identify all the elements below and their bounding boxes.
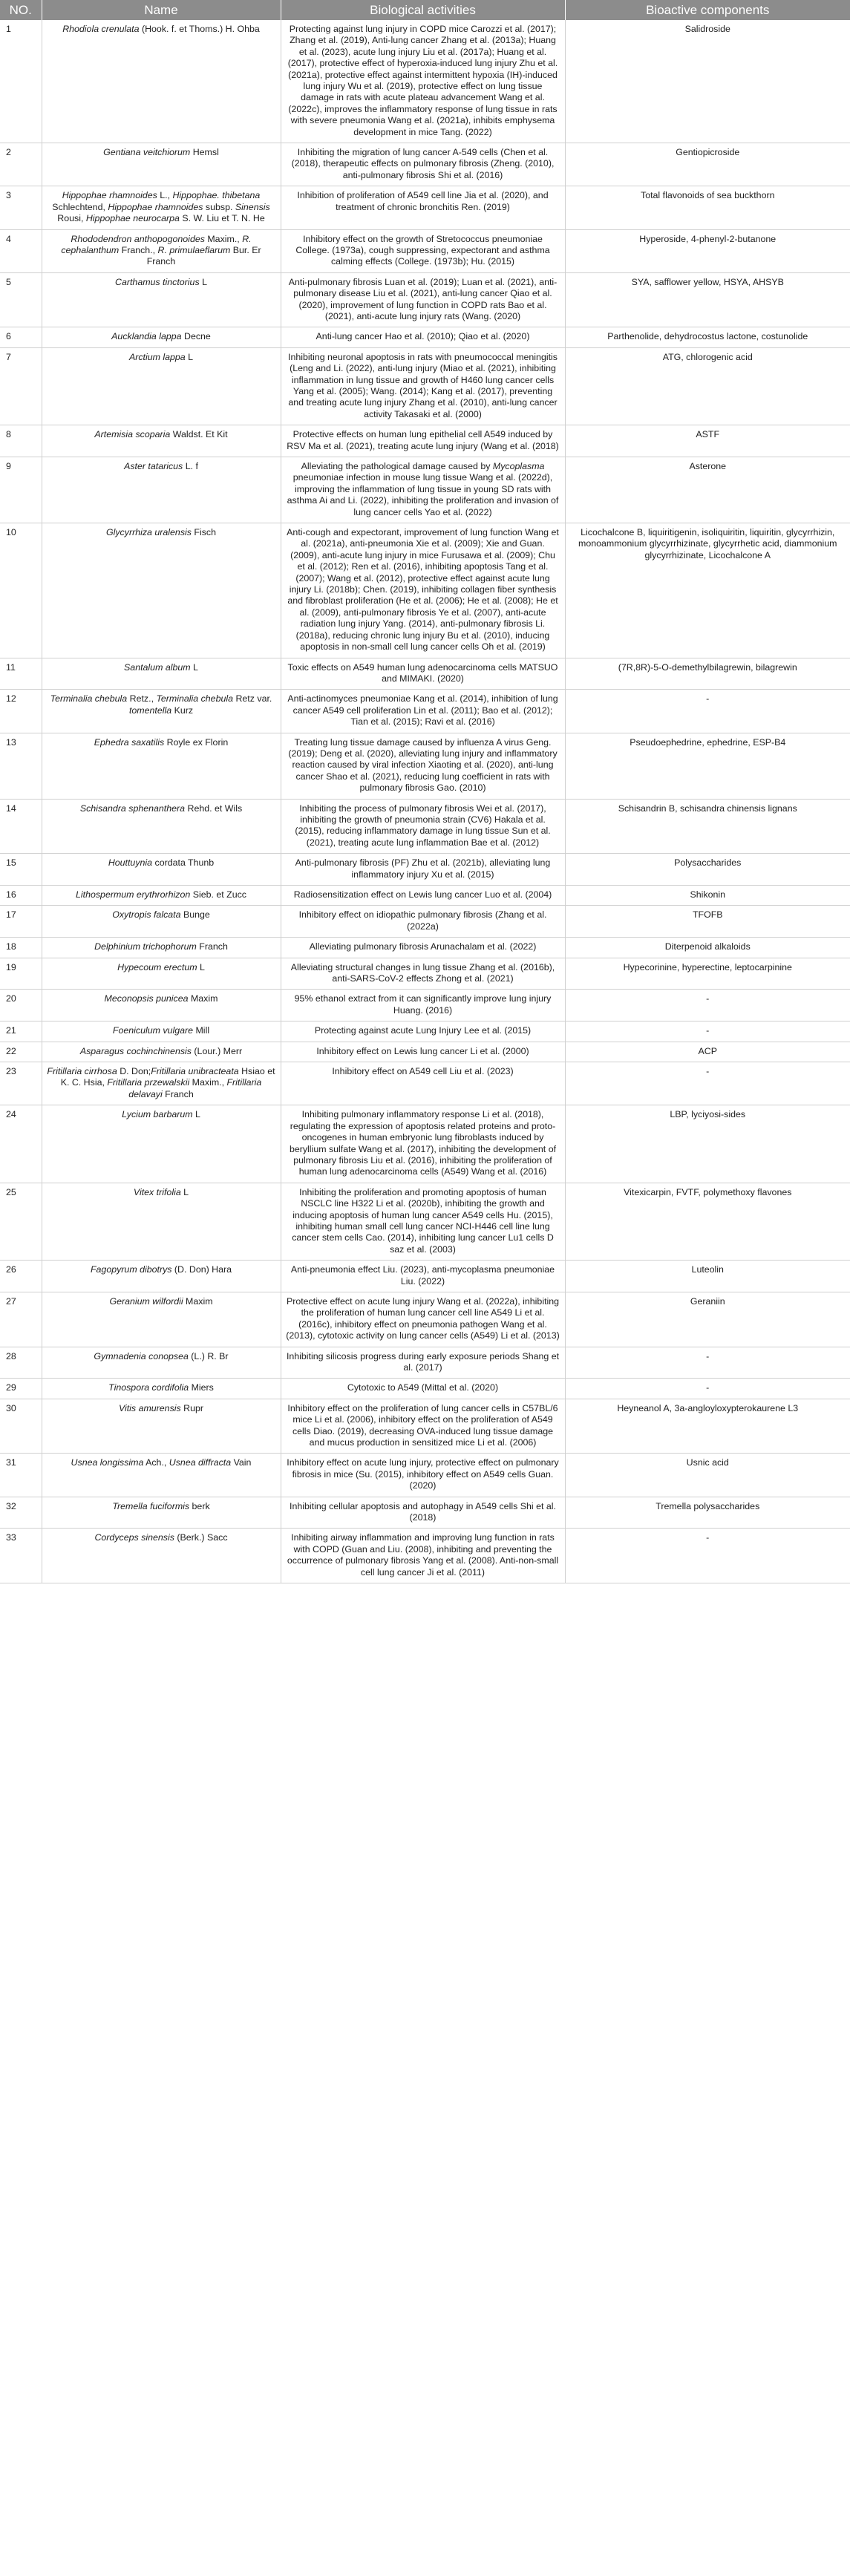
table-row [0, 229, 850, 272]
bioactive-components: Vitexicarpin, FVTF, polymethoxy flavones [565, 1183, 850, 1260]
bioactive-components: Heyneanol A, 3a-angloyloxypterokaurene L3 [565, 1399, 850, 1454]
table-row [0, 1379, 850, 1399]
herb-name-text: Hippophae neurocarpa [85, 213, 180, 224]
bioactive-components: Gentiopicroside [565, 143, 850, 186]
herb-name-text: Carthamus tinctorius [115, 276, 200, 287]
herb-name-text: Hypecoum erectum [117, 961, 197, 972]
row-number: 9 [0, 457, 42, 523]
herb-name [42, 347, 281, 425]
table-row [0, 658, 850, 690]
herb-name-text: Fritillaria delavayi [128, 1077, 262, 1099]
bioactive-components: - [565, 1062, 850, 1105]
row-number: 16 [0, 886, 42, 906]
table-row [0, 938, 850, 958]
biological-activities [281, 799, 565, 854]
biological-activities [281, 272, 565, 327]
table-row [0, 1105, 850, 1183]
biological-activities [281, 229, 565, 272]
herb-name-text: Sieb. et Zucc [190, 889, 247, 900]
row-number: 27 [0, 1292, 42, 1347]
biological-activities-text: Anti-pulmonary fibrosis Luan et al. (2019); Luan et al. (2021), anti-pulmonary disease Liu et al. (2021), anti-lung cancer Qiao et al. (2020), improvement of lung function in COPD rats Bao et al. (2021), anti-acute lung injury rats (Wang. (2020) [288, 276, 558, 321]
herb-name-text: Maxim [183, 1295, 213, 1307]
bioactive-components: Polysaccharides [565, 854, 850, 886]
bioactive-components: Schisandrin B, schisandra chinensis lignans [565, 799, 850, 854]
row-number: 21 [0, 1021, 42, 1042]
herb-name-text: L., [157, 190, 173, 201]
bioactive-components: Hypecorinine, hyperectine, leptocarpinine [565, 958, 850, 990]
row-number: 30 [0, 1399, 42, 1454]
bioactive-components: TFOFB [565, 906, 850, 938]
herb-name-text: R. primulaeflarum [157, 244, 231, 255]
herb-name [42, 958, 281, 990]
row-number: 15 [0, 854, 42, 886]
bioactive-components: Hyperoside, 4-phenyl-2-butanone [565, 229, 850, 272]
herb-name-text: (L.) R. Br [188, 1350, 229, 1361]
herb-name [42, 425, 281, 457]
herb-name-text: (Lour.) Merr [191, 1045, 243, 1056]
header-row [0, 0, 850, 20]
biological-activities-text: Inhibiting the proliferation and promoting apoptosis of human NSCLC line H322 Li et al. (2020b), inhibiting the growth and inducing apoptosis of human lung cancer A549 cells Hu. (2015), inhibiting human small cell lung cancer NCI-H446 cell line lung cancer stem cells Cao. (2014), inhibiting lung cancer Lu1 cells D saz et al. (2003) [292, 1186, 554, 1255]
biological-activities-text: Alleviating the pathological damage caused by [301, 461, 493, 471]
table-row [0, 958, 850, 990]
herb-name [42, 1379, 281, 1399]
bioactive-components: Luteolin [565, 1261, 850, 1292]
table-row [0, 1454, 850, 1497]
biological-activities-text: Anti-cough and expectorant, improvement of lung function Wang et al. (2021a), anti-pneumonia Xie et al. (2009); Xie and Guan. (2009), anti-acute lung injury in mice Furusawa et al. (2009); Chu et al. (2012); Ren et al. (2016), inhibiting apoptosis Tang et al. (2007); Wang et al. (2012), protective effect against acute lung injury Li. (2018b); Chen. (2019), inhibiting collagen fiber synthesis and fibroblast proliferation (He et al. (2006); He et al. (2008); He et al. (2009), anti-pulmonary fibrosis Ye et al. (2007), anti-acute radiation lung injury Yang. (2014), anti-pulmonary fibrosis Li. (2018a), reducing chronic lung injury Bu et al. (2010), inducing apoptosis in non-small cell lung cancer cells Oh et al. (2019) [287, 527, 559, 653]
herb-name-text: Arctium lappa [128, 351, 186, 362]
biological-activities [281, 886, 565, 906]
biological-activities-text: Protective effects on human lung epithelial cell A549 induced by RSV Ma et al. (2021), treating acute lung injury (Wang et al. (2018) [287, 429, 559, 451]
herb-name-text: Hippophae rhamnoides [62, 190, 157, 201]
herb-name-text: Waldst. Et Kit [170, 429, 228, 440]
herb-name-text: Rousi, [57, 213, 86, 224]
biological-activities-text: Inhibitory effect on acute lung injury, protective effect on pulmonary fibrosis in mice (Su. (2015), inhibitory effect on A549 cells Guan. (2020) [287, 1457, 559, 1491]
biological-activities [281, 1261, 565, 1292]
header-name: Name [42, 0, 281, 20]
header-bioactive-components: Bioactive components [565, 0, 850, 20]
table-row [0, 1042, 850, 1062]
herb-name [42, 658, 281, 690]
herb-name-text: L. f [183, 461, 198, 471]
herb-name-text: cordata Thunb [152, 857, 215, 869]
bioactive-components: ACP [565, 1042, 850, 1062]
herb-name-text: Terminalia chebula [156, 693, 234, 705]
table-row [0, 457, 850, 523]
row-number: 32 [0, 1497, 42, 1529]
biological-activities-text: Inhibitory effect on idiopathic pulmonary fibrosis (Zhang et al. (2022a) [298, 909, 547, 932]
biological-activities-text: Anti-pneumonia effect Liu. (2023), anti-mycoplasma pneumoniae Liu. (2022) [290, 1264, 555, 1287]
table-row [0, 990, 850, 1021]
biological-activities [281, 658, 565, 690]
herb-name-text: Rupr [180, 1402, 204, 1413]
herb-name-text: Rhodiola crenulata [62, 24, 140, 34]
biological-activities-text: Inhibitory effect on the growth of Stretococcus pneumoniae College. (1973a), cough suppressing, expectorant and asthma calming effects (College. (1973b); Hu. (2015) [295, 233, 550, 267]
biological-activities-text: Cytotoxic to A549 (Mittal et al. (2020) [347, 1382, 499, 1393]
row-number: 5 [0, 272, 42, 327]
herb-name-text: Fritillaria cirrhosa [47, 1066, 117, 1077]
biological-activities-text: Anti-actinomyces pneumoniae Kang et al. (2014), inhibition of lung cancer A549 cell proliferation Lin et al. (2011); Bao et al. (2012); Tian et al. (2015); Ravi et al. (2016) [287, 693, 558, 728]
biological-activities [281, 457, 565, 523]
biological-activities [281, 1497, 565, 1529]
herb-name-text: subsp. [203, 201, 235, 212]
herb-name [42, 143, 281, 186]
herb-name-text: Royle ex Florin [164, 736, 229, 748]
herb-name-text: Geranium wilfordii [109, 1295, 183, 1307]
herb-name [42, 1183, 281, 1260]
row-number: 33 [0, 1529, 42, 1583]
herb-name-text: Lithospermum erythrorhizon [75, 889, 191, 900]
herb-name-text: Decne [181, 331, 211, 342]
biological-activities [281, 990, 565, 1021]
herb-name [42, 229, 281, 272]
row-number: 26 [0, 1261, 42, 1292]
biological-activities [281, 958, 565, 990]
herb-name-text: Cordyceps sinensis [94, 1532, 174, 1543]
table-row [0, 1021, 850, 1042]
bioactive-components: Salidroside [565, 20, 850, 143]
table-row [0, 272, 850, 327]
row-number: 28 [0, 1347, 42, 1379]
herb-name [42, 1292, 281, 1347]
herb-name [42, 799, 281, 854]
herb-name [42, 1105, 281, 1183]
herb-name-text: Franch [162, 1088, 194, 1099]
herb-name-text: L [192, 1109, 200, 1120]
herb-name-text: Tinospora cordifolia [108, 1382, 189, 1393]
herb-name-text: Rhododendron anthopogonoides [71, 233, 205, 244]
table-row [0, 799, 850, 854]
herb-name-text: Sinensis [235, 201, 270, 212]
table-row [0, 1183, 850, 1260]
herb-name-text: Franch., [119, 244, 158, 255]
biological-activities-text: Inhibiting neuronal apoptosis in rats with pneumococcal meningitis (Leng and Li. (2022), anti-lung injury (Miao et al. (2021), inhibiting inflammation in lung tissue and growth of H460 lung cancer cells Yang et al. (2005); Wang. (2014); Kang et al. (2017), preventing and treating acute lung injury Zhang et al. (2010), anti-lung cancer activity Takasaki et al. (2000) [288, 351, 558, 419]
herb-name [42, 938, 281, 958]
herb-name-text: Fagopyrum dibotrys [90, 1264, 172, 1275]
biological-activities [281, 854, 565, 886]
row-number: 10 [0, 523, 42, 658]
row-number: 22 [0, 1042, 42, 1062]
biological-activities [281, 186, 565, 229]
biological-activities [281, 1105, 565, 1183]
table-row [0, 854, 850, 886]
table-row [0, 886, 850, 906]
row-number: 23 [0, 1062, 42, 1105]
row-number: 8 [0, 425, 42, 457]
herb-name [42, 990, 281, 1021]
biological-activities [281, 425, 565, 457]
bioactive-components: - [565, 1529, 850, 1583]
biological-activities-text: Inhibiting pulmonary inflammatory response Li et al. (2018), regulating the expression of apoptosis related proteins and proto-oncogenes in human embryonic lung fibroblasts induced by beryllium sulfate Wang et al. (2017), inhibiting the development of pulmonary fibrosis Liu et al. (2016), inhibiting the proliferation of human lung adenocarcinoma cells (A549) Wang et al. (2016) [289, 1109, 557, 1177]
herb-name-text: Gentiana veitchiorum [103, 147, 191, 158]
herb-name-text: (Hook. f. et Thoms.) H. Ohba [139, 24, 260, 34]
herb-name [42, 886, 281, 906]
herb-name [42, 327, 281, 347]
herb-name-text: Artemisia scoparia [94, 429, 171, 440]
herb-name-text: D. Don; [117, 1066, 151, 1077]
bioactive-components: Diterpenoid alkaloids [565, 938, 850, 958]
biological-activities [281, 1021, 565, 1042]
bioactive-components: Tremella polysaccharides [565, 1497, 850, 1529]
biological-activities-text: Inhibitory effect on Lewis lung cancer Li et al. (2000) [316, 1045, 529, 1056]
biological-activities-text: Alleviating structural changes in lung tissue Zhang et al. (2016b), anti-SARS-CoV-2 effects Zhong et al. (2021) [290, 961, 555, 984]
row-number: 29 [0, 1379, 42, 1399]
herb-name-text: Gymnadenia conopsea [94, 1350, 189, 1361]
herb-name-text: Delphinium trichophorum [94, 941, 197, 952]
herb-name [42, 854, 281, 886]
row-number: 17 [0, 906, 42, 938]
herb-name-text: Hippophae. thibetana [172, 190, 261, 201]
bioactive-components: Pseudoephedrine, ephedrine, ESP-B4 [565, 733, 850, 799]
table-row [0, 1292, 850, 1347]
biological-activities [281, 1379, 565, 1399]
biological-activities [281, 1347, 565, 1379]
bioactive-components: LBP, lyciyosi-sides [565, 1105, 850, 1183]
table-row [0, 327, 850, 347]
herb-name-text: Schlechtend, [52, 201, 108, 212]
biological-activities-text: Protecting against acute Lung Injury Lee et al. (2015) [314, 1025, 532, 1036]
table-header [0, 0, 850, 20]
herb-name-text: Lycium barbarum [122, 1109, 193, 1120]
bioactive-components: SYA, safflower yellow, HSYA, AHSYB [565, 272, 850, 327]
biological-activities-text: Inhibiting the process of pulmonary fibrosis Wei et al. (2017), inhibiting the growth of pneumonia strain (CV6) Hakala et al. (2015), reducing inflammatory damage in lung tissue Sun et al. (2021), treating acute lung inflammation Bae et al. (2012) [295, 802, 551, 848]
herb-name-text: Maxim., [189, 1077, 227, 1088]
herb-name-text: Rehd. et Wils [185, 802, 243, 814]
herb-name-text: Mill [193, 1025, 210, 1036]
herb-name-text: Fisch [191, 527, 217, 538]
bioactive-components: - [565, 1347, 850, 1379]
table-row [0, 1261, 850, 1292]
row-number: 14 [0, 799, 42, 854]
biological-activities-text: Treating lung tissue damage caused by influenza A virus Geng. (2019); Deng et al. (2020), alleviating lung injury and inflammatory reaction caused by viral infection Xiaoting et al. (2020), anti-lung cancer Shao et al. (2021), reducing lung coefficient in rats with pulmonary fibrosis Gao. (2010) [288, 736, 558, 794]
herb-name-text: Asparagus cochinchinensis [79, 1045, 192, 1056]
herb-name-text: L [180, 1186, 189, 1197]
herb-name-text: Hippophae rhamnoides [108, 201, 203, 212]
table-row [0, 1399, 850, 1454]
herb-name-text: L [190, 661, 198, 673]
herb-name-text: Aster tataricus [124, 461, 183, 471]
row-number: 19 [0, 958, 42, 990]
biological-activities [281, 690, 565, 733]
herb-name-text: Maxim [188, 993, 218, 1004]
herb-name-text: L [199, 276, 207, 287]
row-number: 13 [0, 733, 42, 799]
herb-name-text: Usnea longissima [71, 1457, 144, 1468]
row-number: 25 [0, 1183, 42, 1260]
biological-activities-text: Anti-lung cancer Hao et al. (2010); Qiao et al. (2020) [316, 331, 530, 342]
biological-activities-text: 95% ethanol extract from it can significantly improve lung injury Huang. (2016) [294, 993, 552, 1016]
biological-activities [281, 1183, 565, 1260]
table-row [0, 1062, 850, 1105]
biological-activities [281, 327, 565, 347]
herb-name-text: Vitex trifolia [133, 1186, 181, 1197]
bioactive-components: - [565, 1379, 850, 1399]
herb-name [42, 1399, 281, 1454]
herb-name-text: tomentella [128, 705, 172, 716]
herb-name [42, 1261, 281, 1292]
herb-name [42, 1021, 281, 1042]
table-row [0, 186, 850, 229]
herb-name-text: Miers [189, 1382, 214, 1393]
table-row [0, 906, 850, 938]
herb-name-text: Terminalia chebula [50, 693, 128, 705]
herb-name-text: Aucklandia lappa [111, 331, 182, 342]
table-body [0, 20, 850, 1583]
herb-name-text: Bur. Er Franch [146, 244, 261, 267]
row-number: 1 [0, 20, 42, 143]
herb-name-text: berk [189, 1500, 210, 1511]
biological-activities [281, 20, 565, 143]
biological-activities-text: Inhibiting airway inflammation and improving lung function in rats with COPD (Guan and Liu. (2008), inhibiting and preventing the occurrence of pulmonary fibrosis Yang et al. (2008). Anti-non-small cell lung cancer Ji et al. (2011) [287, 1532, 559, 1578]
biological-activities [281, 938, 565, 958]
herb-name-text: Santalum album [124, 661, 191, 673]
herb-name-text: Usnea diffracta [169, 1457, 232, 1468]
bioactive-components: Geraniin [565, 1292, 850, 1347]
table-row [0, 1497, 850, 1529]
herb-name-text: Retz., [127, 693, 157, 705]
herb-name-text: Retz var. [233, 693, 272, 705]
herb-name [42, 1042, 281, 1062]
herb-name-text: Kurz [171, 705, 194, 716]
biological-activities [281, 1062, 565, 1105]
table-row [0, 523, 850, 658]
biological-activities-text: Protective effect on acute lung injury Wang et al. (2022a), inhibiting the proliferation of human lung cancer cell line A549 Li et al. (2016c), inhibitory effect on pneumonia pathogen Wang et al. (2013), cytotoxic activity on lung cancer cells (A549) Li et al. (2013) [286, 1295, 560, 1341]
table-row [0, 143, 850, 186]
herb-name-text: Bunge [180, 909, 210, 921]
row-number: 24 [0, 1105, 42, 1183]
herb-name-text: L [197, 961, 205, 972]
herb-name [42, 690, 281, 733]
herb-name-text: Meconopsis punicea [104, 993, 189, 1004]
table-row [0, 20, 850, 143]
table-row [0, 1529, 850, 1583]
bioactive-components: Usnic acid [565, 1454, 850, 1497]
row-number: 2 [0, 143, 42, 186]
bioactive-components: Licochalcone B, liquiritigenin, isoliquiritin, liquiritin, glycyrrhizin, monoammonium glycyrrhizinate, glycyrrhetic acid, diammonium glycyrrhizinate, Licochalcone A [565, 523, 850, 658]
table-row [0, 347, 850, 425]
biological-activities [281, 1042, 565, 1062]
biological-activities-text: Inhibiting cellular apoptosis and autophagy in A549 cells Shi et al. (2018) [290, 1500, 556, 1523]
herb-name [42, 20, 281, 143]
biological-activities [281, 1399, 565, 1454]
herb-name-text: Fritillaria przewalskii [107, 1077, 190, 1088]
table-row [0, 1347, 850, 1379]
herb-name-text: Vitis amurensis [118, 1402, 181, 1413]
header-biological-activities: Biological activities [281, 0, 565, 20]
herb-name-text: Glycyrrhiza uralensis [105, 527, 192, 538]
bioactive-components: ATG, chlorogenic acid [565, 347, 850, 425]
header-no: NO. [0, 0, 42, 20]
biological-activities [281, 733, 565, 799]
herb-name [42, 906, 281, 938]
herb-name-text: S. W. Liu et T. N. He [179, 213, 265, 224]
row-number: 31 [0, 1454, 42, 1497]
herb-name-text: Foeniculum vulgare [112, 1025, 194, 1036]
biological-activities-text: pneumoniae infection in mouse lung tissue Wang et al. (2022d), improving the inflammation of lung tissue in young SD rats with asthma Ai and Li. (2022), inhibiting the proliferation and invasion of lung cancer cells Yao et al. (2022) [287, 472, 559, 517]
biological-activities-text: Mycoplasma [492, 461, 545, 471]
herb-name-text: (D. Don) Hara [171, 1264, 232, 1275]
biological-activities-text: Inhibitory effect on the proliferation of lung cancer cells in C57BL/6 mice Li et al. (2006), inhibitory effect on the proliferation of A549 cells Diao. (2019), decreasing OVA-induced lung tissue damage and mucus production in sensitized mice Li et al. (2006) [287, 1402, 558, 1448]
biological-activities [281, 1454, 565, 1497]
herb-name [42, 1062, 281, 1105]
biological-activities-text: Protecting against lung injury in COPD mice Carozzi et al. (2017); Zhang et al. (2019), Anti-lung cancer Zhang et al. (2013a); Huang et al. (2023), acute lung injury Liu et al. (2017a); Huang et al. (2017), protective effect of hyperoxia-induced lung injury Zhu et al. (2021a), protective effect against intermittent hypoxia (IH)-induced lung injury Wu et al. (2019), protective effect on lung tissue damage in rats with acute plateau advancement Wang et al. (2022c), improves the inflammatory response of lung tissue in rats with severe pneumonia Wang et al. (2021a), inhibits emphysema development in mice Tang. (2022) [287, 24, 558, 137]
herb-name-text: Ach., [143, 1457, 169, 1468]
herb-name [42, 186, 281, 229]
herb-name [42, 1347, 281, 1379]
biological-activities-text: Inhibitory effect on A549 cell Liu et al. (2023) [332, 1066, 514, 1077]
biological-activities-text: Inhibiting silicosis progress during early exposure periods Shang et al. (2017) [286, 1350, 560, 1373]
herb-name-text: Vain [231, 1457, 252, 1468]
table-row [0, 690, 850, 733]
herb-name [42, 272, 281, 327]
bioactive-components: Asterone [565, 457, 850, 523]
row-number: 12 [0, 690, 42, 733]
herb-name-text: Hemsl [190, 147, 219, 158]
biological-activities [281, 1529, 565, 1583]
herb-name-text: Houttuynia [108, 857, 153, 869]
bioactive-components: Parthenolide, dehydrocostus lactone, costunolide [565, 327, 850, 347]
herb-name-text: L [185, 351, 194, 362]
biological-activities [281, 347, 565, 425]
bioactive-components: ASTF [565, 425, 850, 457]
herb-name-text: Schisandra sphenanthera [79, 802, 186, 814]
table-row [0, 733, 850, 799]
herb-name-text: (Berk.) Sacc [174, 1532, 228, 1543]
biological-activities [281, 1292, 565, 1347]
biological-activities [281, 523, 565, 658]
biological-activities-text: Inhibition of proliferation of A549 cell line Jia et al. (2020), and treatment of chronic bronchitis Ren. (2019) [297, 190, 549, 212]
row-number: 20 [0, 990, 42, 1021]
row-number: 11 [0, 658, 42, 690]
herb-name-text: R. cephalanthum [61, 233, 252, 255]
biological-activities [281, 143, 565, 186]
bioactive-components: Shikonin [565, 886, 850, 906]
biological-activities-text: Anti-pulmonary fibrosis (PF) Zhu et al. (2021b), alleviating lung inflammatory injury Xu et al. (2015) [295, 857, 551, 880]
herb-name-text: Tremella fuciformis [112, 1500, 190, 1511]
herb-name-text: Fritillaria unibracteata [151, 1066, 239, 1077]
herb-name-text: Maxim., [204, 233, 243, 244]
table-row [0, 425, 850, 457]
herb-name [42, 1529, 281, 1583]
herb-name-text: Ephedra saxatilis [94, 736, 165, 748]
bioactive-components: (7R,8R)-5-O-demethylbilagrewin, bilagrewin [565, 658, 850, 690]
row-number: 4 [0, 229, 42, 272]
biological-activities-text: Alleviating pulmonary fibrosis Arunachalam et al. (2022) [309, 941, 537, 952]
bioactive-components: - [565, 690, 850, 733]
bioactive-components: - [565, 1021, 850, 1042]
bioactive-components: - [565, 990, 850, 1021]
row-number: 18 [0, 938, 42, 958]
herb-name [42, 1497, 281, 1529]
herb-name [42, 1454, 281, 1497]
herb-name-text: Oxytropis falcata [112, 909, 181, 921]
biological-activities-text: Inhibiting the migration of lung cancer A-549 cells (Chen et al. (2018), therapeutic effects on pulmonary fibrosis (Zheng. (2010), anti-pulmonary fibrosis Shi et al. (2016) [291, 147, 555, 180]
biological-activities-text: Toxic effects on A549 human lung adenocarcinoma cells MATSUO and MIMAKI. (2020) [287, 661, 558, 684]
row-number: 7 [0, 347, 42, 425]
herb-name [42, 457, 281, 523]
biological-activities-text: Radiosensitization effect on Lewis lung cancer Luo et al. (2004) [293, 889, 552, 900]
biological-activities [281, 906, 565, 938]
herb-name-text: Hsiao et K. C. Hsia, [60, 1066, 275, 1088]
row-number: 3 [0, 186, 42, 229]
bioactive-components: Total flavonoids of sea buckthorn [565, 186, 850, 229]
herb-name [42, 523, 281, 658]
herb-name [42, 733, 281, 799]
herb-name-text: Franch [196, 941, 228, 952]
row-number: 6 [0, 327, 42, 347]
